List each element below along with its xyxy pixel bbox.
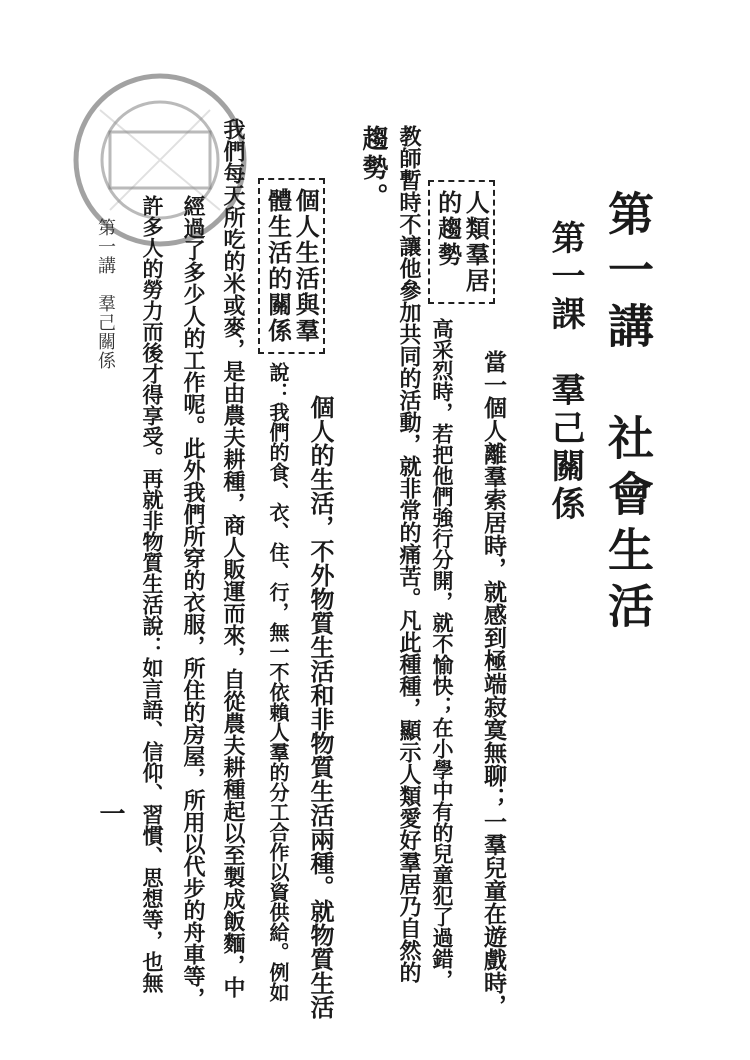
body-column-2: 高采烈時，若把他們強行分開，就不愉快；在小學中有的兒童犯了過錯， [430, 318, 455, 990]
margin-note-human-gregarious-tendency [428, 180, 495, 304]
body-column-1: 當一個人離羣索居時，就感到極端寂寞無聊；一羣兒童在遊戲時， [480, 350, 507, 1017]
body-column-8: 經過了多少人的工作呢。此外我們所穿的衣服，所住的房屋，所用以代步的舟車等， [180, 195, 206, 1009]
page-number: 一 [95, 800, 125, 826]
body-column-5: 個人的生活，不外物質生活和非物質生活兩種。就物質生活 [306, 395, 335, 1019]
body-column-7: 我們每天所吃的米或麥，是由農夫耕種，商人販運而來，自從農夫耕種起以至製成飯麵，中 [220, 118, 246, 998]
lecture-title: 第一講 社會生活 [601, 190, 655, 638]
body-column-3: 教師暫時不讓他參加共同的活動，就非常的痛苦。凡此種種，顯示人類愛好羣居乃自然的 [396, 125, 422, 983]
lesson-title: 第一課 羣己關係 [545, 220, 585, 524]
margin-note-text: 個人生活與羣 體生活的關係 [263, 188, 321, 344]
body-column-9: 許多人的勞力而後才得享受。再就非物質生活說：如言語、信仰、習慣、思想等，也無 [140, 195, 165, 993]
margin-note-individual-group-relation [258, 178, 325, 354]
margin-note-text: 人類羣居 的趨勢 [433, 190, 491, 294]
running-header: 第一講 羣己關係 [95, 218, 116, 370]
body-column-4: 趨勢。 [358, 125, 388, 212]
body-column-6: 說：我們的食、衣、住、行，無一不依賴人羣的分工合作以資供給。例如 [266, 362, 290, 1002]
